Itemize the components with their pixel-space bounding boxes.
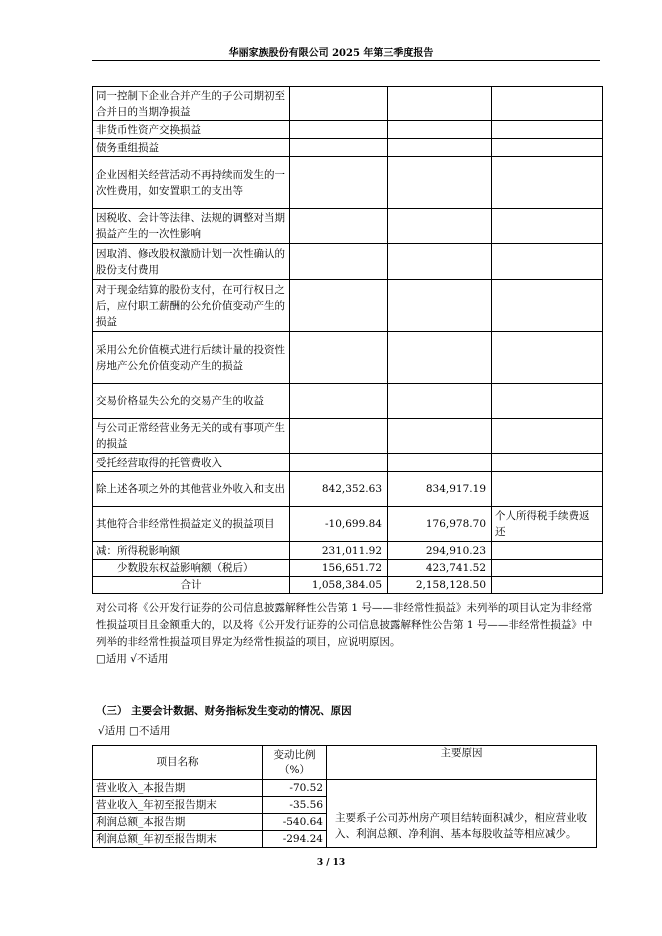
row-item: 交易价格显失公允的交易产生的收益	[93, 384, 290, 419]
table-row	[93, 332, 603, 384]
row-ytd: 2,158,128.50	[388, 577, 492, 594]
row-note	[492, 560, 603, 577]
header-ratio: 变动比例（%）	[263, 746, 327, 780]
table-row	[93, 280, 603, 332]
row-current: 1,058,384.05	[290, 577, 388, 594]
row-item: 采用公允价值模式进行后续计量的投资性房地产公允价值变动产生的损益	[93, 332, 290, 384]
table-row	[93, 87, 603, 121]
row-note	[492, 121, 603, 139]
table-row	[93, 507, 603, 542]
page-header: 华丽家族股份有限公司 2025 年第三季度报告	[228, 48, 434, 59]
section-applicability: √适用 □不适用	[98, 725, 171, 737]
row-ytd	[388, 244, 492, 280]
row-item: 营业收入_本报告期	[93, 780, 263, 797]
row-note	[492, 244, 603, 280]
row-note	[492, 454, 603, 472]
row-note	[492, 542, 603, 560]
row-ytd	[388, 280, 492, 332]
table-row	[93, 560, 603, 577]
non-recurring-gains-table	[92, 86, 603, 594]
row-note	[492, 472, 603, 507]
row-ratio: -35.56	[263, 797, 327, 814]
row-item: 非货币性资产交换损益	[93, 121, 290, 139]
table-header-row	[93, 746, 597, 780]
header-rule	[92, 60, 600, 61]
table-row	[93, 244, 603, 280]
row-ytd	[388, 209, 492, 244]
row-note	[492, 384, 603, 419]
row-current	[290, 454, 388, 472]
row-item: 因取消、修改股权激励计划一次性确认的股份支付费用	[93, 244, 290, 280]
row-note	[492, 577, 603, 594]
row-note	[492, 332, 603, 384]
row-current	[290, 419, 388, 454]
row-ratio: -70.52	[263, 780, 327, 797]
row-item: 其他符合非经常性损益定义的损益项目	[93, 507, 290, 542]
row-ytd: 834,917.19	[388, 472, 492, 507]
row-item: 少数股东权益影响额（税后）	[93, 560, 290, 577]
row-note	[492, 419, 603, 454]
note-applicability: □适用 √不适用	[96, 653, 169, 665]
table-row	[93, 209, 603, 244]
section-title: （三） 主要会计数据、财务指标发生变动的情况、原因	[96, 705, 352, 717]
row-current	[290, 157, 388, 209]
row-item: 债务重组损益	[93, 139, 290, 157]
row-note	[492, 139, 603, 157]
row-ytd: 294,910.23	[388, 542, 492, 560]
row-item: 与公司正常经营业务无关的或有事项产生的损益	[93, 419, 290, 454]
row-item: 减：所得税影响额	[93, 542, 290, 560]
table-row	[93, 419, 603, 454]
table-row	[93, 121, 603, 139]
change-reasons-table	[92, 745, 597, 848]
row-item: 除上述各项之外的其他营业外收入和支出	[93, 472, 290, 507]
row-current: 156,651.72	[290, 560, 388, 577]
row-note	[492, 209, 603, 244]
table-row	[93, 472, 603, 507]
header-item: 项目名称	[93, 746, 263, 780]
row-current	[290, 209, 388, 244]
row-note	[492, 87, 603, 121]
row-ratio: -294.24	[263, 831, 327, 848]
page-number: 3 / 13	[316, 858, 346, 868]
reason-text: 主要系子公司苏州房产项目结转面积减少，相应营业收入、利润总额、净利润、基本每股收益等相应减少。	[327, 780, 597, 848]
row-ytd	[388, 454, 492, 472]
table-row	[93, 542, 603, 560]
table-row	[93, 780, 597, 797]
row-ytd	[388, 87, 492, 121]
disclosure-note	[96, 600, 598, 668]
row-item: 企业因相关经营活动不再持续而发生的一次性费用，如安置职工的支出等	[93, 157, 290, 209]
row-note	[492, 280, 603, 332]
row-current: -10,699.84	[290, 507, 388, 542]
row-note	[492, 157, 603, 209]
row-ytd	[388, 121, 492, 139]
table-row	[93, 384, 603, 419]
row-item: 营业收入_年初至报告期末	[93, 797, 263, 814]
row-item: 利润总额_本报告期	[93, 814, 263, 831]
row-current: 842,352.63	[290, 472, 388, 507]
row-current	[290, 280, 388, 332]
row-current	[290, 384, 388, 419]
row-ratio: -540.64	[263, 814, 327, 831]
row-ytd: 176,978.70	[388, 507, 492, 542]
row-current	[290, 121, 388, 139]
header-reason: 主要原因	[327, 746, 597, 780]
row-current	[290, 139, 388, 157]
row-item: 利润总额_年初至报告期末	[93, 831, 263, 848]
row-note: 个人所得税手续费返还	[492, 507, 603, 542]
table-row	[93, 577, 603, 594]
row-ytd	[388, 332, 492, 384]
row-current	[290, 87, 388, 121]
row-current: 231,011.92	[290, 542, 388, 560]
row-ytd	[388, 384, 492, 419]
row-ytd	[388, 419, 492, 454]
row-item: 对于现金结算的股份支付，在可行权日之后，应付职工薪酬的公允价值变动产生的损益	[93, 280, 290, 332]
row-item: 因税收、会计等法律、法规的调整对当期损益产生的一次性影响	[93, 209, 290, 244]
row-ytd: 423,741.52	[388, 560, 492, 577]
row-item: 同一控制下企业合并产生的子公司期初至合并日的当期净损益	[93, 87, 290, 121]
note-text: 对公司将《公开发行证券的公司信息披露解释性公告第 1 号——非经常性损益》未列举的项目认定为非经常性损益项目且金额重大的，以及将《公开发行证券的公司信息披露解释性公告第 1 号——非经常性损益》中列举的非经常性损益项目界定为经常性损益的项目，应说明原因。	[96, 602, 593, 648]
row-current	[290, 244, 388, 280]
row-ytd	[388, 139, 492, 157]
row-ytd	[388, 157, 492, 209]
row-item: 合计	[93, 577, 290, 594]
row-current	[290, 332, 388, 384]
table-row	[93, 139, 603, 157]
table-row	[93, 157, 603, 209]
table-row	[93, 454, 603, 472]
row-item: 受托经营取得的托管费收入	[93, 454, 290, 472]
